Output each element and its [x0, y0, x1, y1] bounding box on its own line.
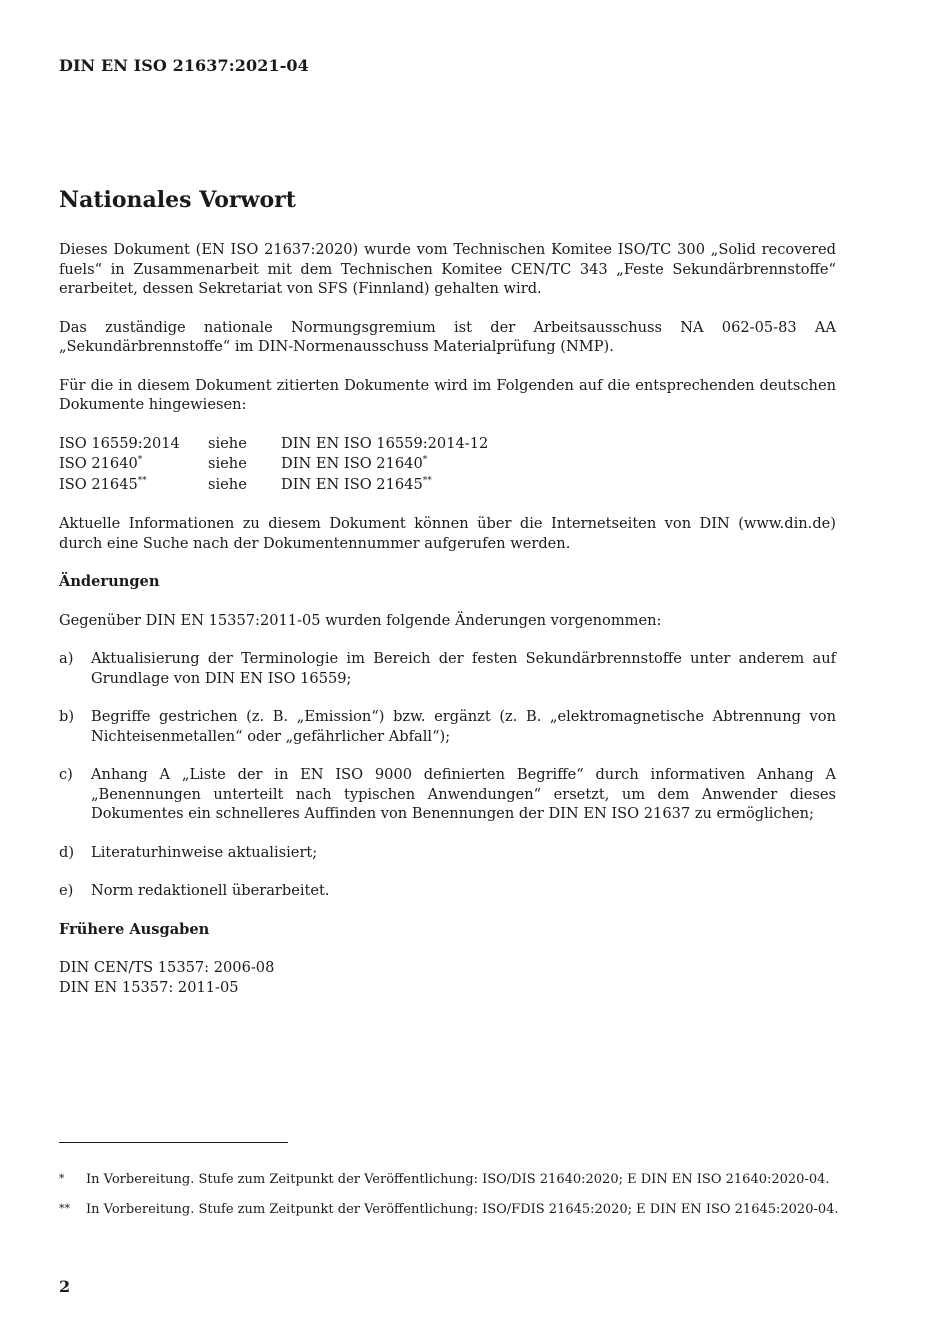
previous-editions-heading: Frühere Ausgaben	[59, 920, 210, 938]
list-item-text: Begriffe gestrichen (z. B. „Emission“) bzw. ergänzt (z. B. „elektromagnetische Abtrennung von Nichteisenmetallen“ oder „gefährlicher Abfall“);	[91, 708, 836, 745]
iso-reference: ISO 16559:2014	[59, 434, 180, 452]
din-reference: DIN EN ISO 21645**	[281, 475, 432, 493]
list-item-text: Aktualisierung der Terminologie im Bereich der festen Sekundärbrennstoffe unter anderem auf Grundlage von DIN EN ISO 16559;	[91, 650, 836, 687]
footnote-mark: *	[59, 1172, 65, 1185]
edition-item: DIN EN 15357: 2011-05	[59, 978, 239, 996]
previous-editions-list	[59, 958, 836, 997]
iso-reference: ISO 21645**	[59, 475, 147, 493]
paragraph-committee: Das zuständige nationale Normungsgremium ist der Arbeitsausschuss NA 062-05-83 AA „Sekundärbrennstoffe“ im DIN-Normenausschuss Materialprüfung (NMP).	[59, 318, 836, 355]
table-row	[59, 434, 488, 455]
footnote-mark: **	[59, 1202, 70, 1215]
list-item-text: Norm redaktionell überarbeitet.	[91, 882, 330, 899]
list-item	[59, 843, 836, 863]
list-item	[59, 765, 836, 824]
main-content	[59, 240, 836, 1016]
footnote-text: In Vorbereitung. Stufe zum Zeitpunkt der Veröffentlichung: ISO/FDIS 21645:2020; E DIN EN ISO 21645:2020-04.	[86, 1202, 839, 1217]
changes-list	[59, 649, 836, 901]
paragraph-references-intro: Für die in diesem Dokument zitierten Dokumente wird im Folgenden auf die entsprechenden deutschen Dokumente hingewiesen:	[59, 376, 836, 413]
document-id-header: DIN EN ISO 21637:2021-04	[59, 56, 309, 75]
iso-reference: ISO 21640*	[59, 455, 143, 472]
paragraph-online-info: Aktuelle Informationen zu diesem Dokument können über die Internetseiten von DIN (www.din.de) durch eine Suche nach der Dokumentennummer aufgerufen werden.	[59, 515, 836, 552]
list-marker: e)	[59, 882, 74, 899]
table-row	[59, 454, 488, 475]
din-reference: DIN EN ISO 16559:2014-12	[281, 434, 489, 452]
footnote	[59, 1202, 859, 1217]
list-item-text: Anhang A „Liste der in EN ISO 9000 definierten Begriffe“ durch informativen Anhang A „Benennungen unterteilt nach typischen Anwendungen“ ersetzt, um dem Anwender dieses Dokumentes ein schnelleres Auffinden von Benennungen der DIN EN ISO 21637 zu ermöglichen;	[91, 766, 836, 822]
changes-heading: Änderungen	[59, 573, 160, 590]
page-title: Nationales Vorwort	[59, 187, 296, 213]
list-marker: b)	[59, 708, 75, 725]
footnote-text: In Vorbereitung. Stufe zum Zeitpunkt der Veröffentlichung: ISO/DIS 21640:2020; E DIN EN ISO 21640:2020-04.	[86, 1172, 830, 1187]
footnote	[59, 1172, 859, 1187]
edition-item: DIN CEN/TS 15357: 2006-08	[59, 959, 275, 976]
see-label: siehe	[208, 455, 247, 472]
list-marker: a)	[59, 650, 74, 667]
see-label: siehe	[208, 475, 247, 493]
table-row	[59, 475, 488, 496]
list-marker: c)	[59, 766, 73, 783]
reference-table	[59, 434, 488, 496]
list-item	[59, 881, 836, 901]
paragraph-intro: Dieses Dokument (EN ISO 21637:2020) wurde vom Technischen Komitee ISO/TC 300 „Solid recovered fuels“ in Zusammenarbeit mit dem Technischen Komitee CEN/TC 343 „Feste Sekundärbrennstoffe“ erarbeitet, dessen Sekretariat von SFS (Finnland) gehalten wird.	[59, 241, 836, 297]
list-item	[59, 649, 836, 688]
changes-intro: Gegenüber DIN EN 15357:2011-05 wurden folgende Änderungen vorgenommen:	[59, 611, 662, 629]
din-reference: DIN EN ISO 21640*	[281, 455, 428, 472]
page-number: 2	[59, 1277, 71, 1296]
footnote-divider	[59, 1142, 288, 1143]
see-label: siehe	[208, 434, 247, 452]
list-item	[59, 707, 836, 746]
list-marker: d)	[59, 843, 75, 861]
list-item-text: Literaturhinweise aktualisiert;	[91, 843, 318, 861]
